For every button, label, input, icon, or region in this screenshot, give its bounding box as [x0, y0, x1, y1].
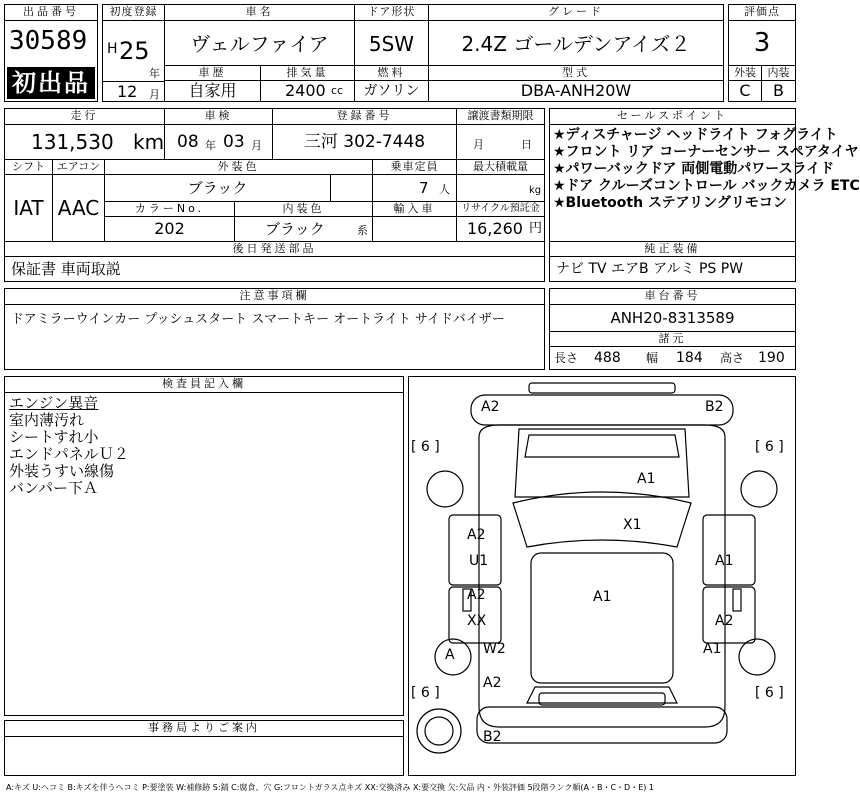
- sales-points-box: [549, 108, 860, 282]
- hood-shape: [515, 429, 689, 497]
- front-right-wheel-shape: [741, 471, 777, 507]
- model-label: 車名: [165, 5, 355, 21]
- legend: A:キズ U:ヘコミ B:キズを伴うヘコミ P:要塗装 W:補修跡 S:錆 C:腐食、穴 G:フロントガラス点キズ XX:交換済み X:要交換 欠:欠品 内・外装評価 5段階ランク順(A・B・C・D・E) 1: [6, 783, 655, 792]
- mark-a2-left-rear: A2: [467, 587, 486, 603]
- spare-tire-inner-shape: [425, 717, 453, 745]
- sales-point-line: ★ディスチャージ ヘッドライト フォグライト: [553, 127, 838, 143]
- first-reg-month: 12 月: [103, 81, 165, 101]
- left-front-door-shape: [449, 515, 501, 585]
- mark-a2-left-front: A2: [467, 527, 486, 543]
- inspector-label: 検査員記入欄: [5, 377, 403, 393]
- capacity-label: 乗車定員: [373, 159, 457, 175]
- mark-tire-fr: [ 6 ]: [755, 439, 784, 455]
- body-outline: [479, 425, 725, 727]
- era: H: [107, 41, 118, 57]
- displacement-label: 排気量: [261, 65, 355, 81]
- sales-point-line: ★パワーバックドア 両側電動パワースライド: [553, 161, 835, 177]
- year: 25: [119, 37, 150, 65]
- mark-x1: X1: [623, 517, 642, 533]
- mark-b2-rear: B2: [483, 729, 502, 745]
- mark-b2-front: B2: [705, 399, 724, 415]
- notes-value: ドアミラーウインカー プッシュスタート スマートキー オートライト サイドバイザー: [11, 312, 505, 327]
- recycle-value: 16,260 円: [467, 219, 543, 238]
- chassis-value: ANH20-8313589: [610, 309, 735, 327]
- vehicle-header: [102, 4, 724, 102]
- right-mirror-shape: [733, 589, 741, 611]
- import-label: 輸入車: [373, 201, 457, 217]
- first-reg-label: 初度登録: [103, 5, 165, 21]
- fuel-value: ガソリン: [355, 81, 429, 101]
- rear-bumper-shape: [477, 707, 727, 743]
- car-diagram: [409, 377, 795, 775]
- grade-label: グレード: [429, 5, 723, 21]
- model-value: ヴェルファイア: [165, 21, 355, 67]
- lot-box: [4, 4, 98, 102]
- mark-a1-roof: A1: [593, 589, 612, 605]
- mark-a-wheel: A: [445, 647, 455, 663]
- notes-label: 注意事項欄: [5, 289, 544, 305]
- front-plate-shape: [529, 383, 675, 393]
- mark-tire-rl: [ 6 ]: [411, 685, 440, 701]
- rear-right-wheel-shape: [739, 639, 775, 675]
- windshield-shape: [513, 492, 691, 547]
- registration-label: 登録番号: [273, 109, 457, 125]
- mark-xx: XX: [467, 613, 487, 629]
- mark-a1-right-rear: A1: [703, 641, 722, 657]
- inspector-line: エンジン異音: [9, 394, 99, 412]
- transfer-value: 月 日: [473, 138, 532, 151]
- sales-points-list: [553, 127, 860, 239]
- int-score: B: [773, 81, 784, 100]
- right-front-door-shape: [703, 515, 755, 585]
- shift-label: シフト: [5, 159, 53, 175]
- model-code-label: 型式: [429, 65, 723, 81]
- import-value: [373, 217, 457, 241]
- mileage-label: 走行: [5, 109, 165, 125]
- recycle-label: リサイクル預託金: [457, 201, 544, 217]
- ext-label: 外装: [729, 65, 762, 81]
- spare-tire-shape: [417, 709, 461, 753]
- mark-a2-rear: A2: [483, 675, 502, 691]
- detail-table: [4, 108, 545, 282]
- color-no-label: カラーNo.: [105, 201, 235, 217]
- first-reg-value: [103, 21, 165, 81]
- specs-label: 諸元: [550, 331, 795, 347]
- car-diagram-box: [408, 376, 796, 776]
- mark-w2: W2: [483, 641, 506, 657]
- specs-values: 長さ 488 幅 184 高さ 190: [554, 350, 785, 366]
- exterior-color-value: ブラック: [105, 175, 331, 201]
- lot-number: 30589: [9, 26, 88, 56]
- sales-point-line: ★ドア クルーズコントロール バックカメラ ETC: [553, 178, 860, 194]
- score-label: 評価点: [729, 5, 795, 21]
- later-parts-label: 後日発送部品: [5, 241, 544, 257]
- sales-point-line: ★フロント リア コーナーセンサー スペアタイヤ: [553, 144, 859, 160]
- later-parts-value: 保証書 車両取説: [11, 260, 121, 278]
- sales-point-line: ★Bluetooth ステアリングリモコン: [553, 195, 787, 211]
- inspector-line: エンドパネルＵ２: [9, 445, 129, 463]
- score-value: 3: [753, 28, 771, 58]
- load-value: kg: [529, 185, 542, 196]
- inspector-line: シートすれ小: [9, 428, 99, 446]
- inspection-label: 車検: [165, 109, 273, 125]
- mark-a2-front: A2: [481, 399, 500, 415]
- color-no-value: 202: [105, 217, 235, 241]
- interior-color-label: 内装色: [235, 201, 373, 217]
- history-value: 自家用: [165, 81, 261, 101]
- office-box: [4, 720, 404, 776]
- mileage-value: 131,530 km: [5, 125, 165, 159]
- inspector-line: 外装うすい線傷: [9, 462, 115, 480]
- mark-tire-rr: [ 6 ]: [755, 685, 784, 701]
- exterior-color-label: 外装色: [105, 159, 373, 175]
- inspector-notes: [9, 395, 399, 695]
- equipment-label: 純正装備: [550, 241, 795, 257]
- chassis-label: 車台番号: [550, 289, 795, 305]
- mark-tire-fl: [ 6 ]: [411, 439, 440, 455]
- notes-box: [4, 288, 545, 370]
- equipment-value: ナビ TV エアB アルミ PS PW: [556, 261, 744, 277]
- chassis-box: [549, 288, 796, 370]
- front-bumper-shape: [471, 395, 733, 425]
- grade-value: 2.4Z ゴールデンアイズ２: [461, 32, 691, 56]
- model-code-value: DBA-ANH20W: [520, 81, 632, 100]
- inspector-line: 室内薄汚れ: [9, 411, 85, 429]
- transfer-label: 譲渡書類期限: [457, 109, 544, 125]
- sales-points-label: セールスポイント: [550, 109, 795, 125]
- int-label: 内装: [762, 65, 795, 81]
- exterior-color-sub: [331, 175, 373, 201]
- capacity-value: 7 人: [373, 175, 457, 201]
- fuel-label: 燃料: [355, 65, 429, 81]
- ext-score: C: [729, 81, 762, 101]
- aircon-label: エアコン: [53, 159, 105, 175]
- inspector-line: バンパー下Ａ: [9, 479, 98, 497]
- roof-shape: [531, 553, 673, 683]
- aircon-value: AAC: [53, 175, 105, 241]
- history-label: 車歴: [165, 65, 261, 81]
- office-label: 事務局よりご案内: [5, 721, 403, 737]
- mark-a2-right-rear: A2: [715, 613, 734, 629]
- inspection-value: 08 年 03 月: [165, 125, 273, 159]
- mark-a1-right-front: A1: [715, 553, 734, 569]
- mark-a1-hood: A1: [637, 471, 656, 487]
- front-left-wheel-shape: [427, 471, 463, 507]
- lot-label: 出品番号: [5, 5, 97, 21]
- displacement-value: 2400 cc: [261, 81, 355, 101]
- doors-value: 5SW: [355, 21, 429, 67]
- score-box: [728, 4, 796, 102]
- registration-value: 三河 302-7448: [273, 125, 457, 159]
- grille-shape: [525, 435, 679, 457]
- doors-label: ドア形状: [355, 5, 429, 21]
- mark-u1: U1: [469, 553, 489, 569]
- load-label: 最大積載量: [457, 159, 544, 175]
- year-unit: 年: [149, 67, 160, 80]
- inspector-box: [4, 376, 404, 716]
- rear-window-shape: [527, 687, 677, 703]
- first-listing-badge: 初出品: [7, 67, 95, 99]
- shift-value: IAT: [5, 175, 53, 241]
- interior-color-value: ブラック 系: [235, 217, 373, 241]
